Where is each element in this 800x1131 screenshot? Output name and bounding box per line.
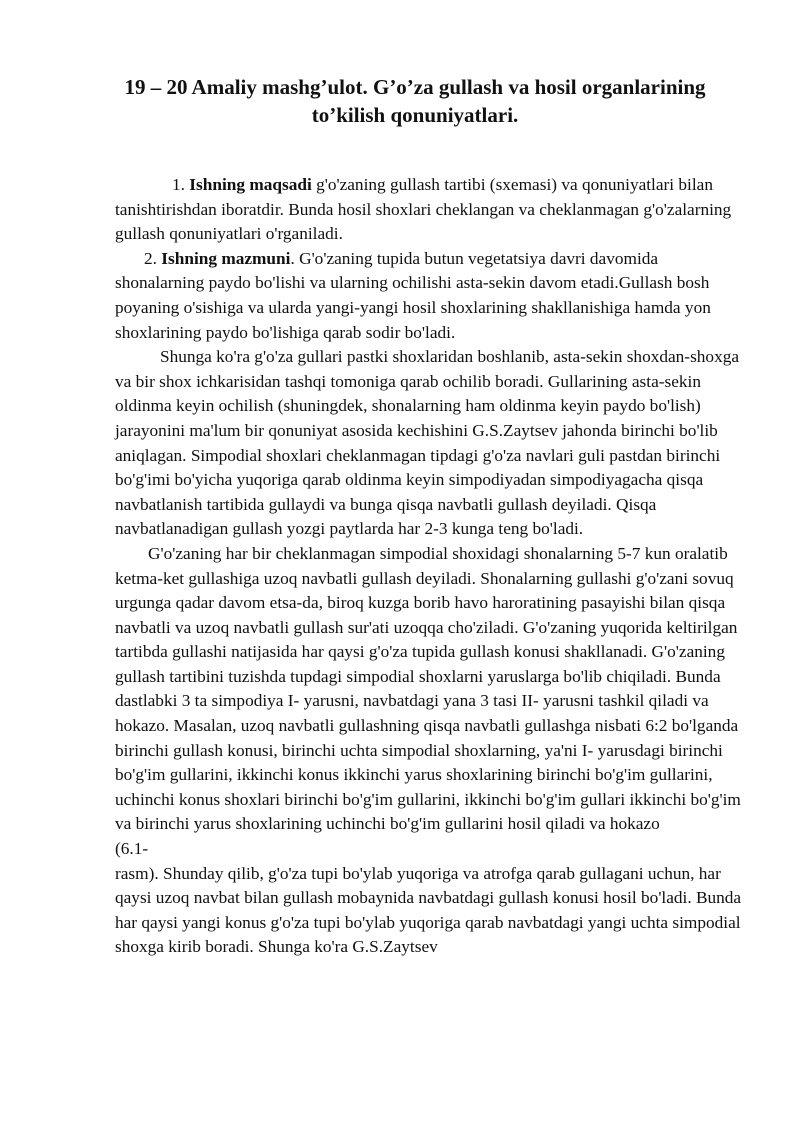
- paragraph-content: [115, 247, 745, 345]
- paragraph-heading-content: Ishning mazmuni: [161, 248, 291, 268]
- paragraph-long-interval-flowering: [115, 542, 745, 960]
- paragraph-text: Shunga ko'ra g'o'za gullari pastki shoxlaridan boshlanib, asta-sekin shoxdan-shoxga va bir shox ichkarisidan tashqi tomoniga qarab ochilib boradi. Gullarining asta-sekin oldinma keyin ochilish (shuningdek, shonalarning ham oldinma keyin paydo bo'lish) jarayonini ma'lum bir qonuniyat asosida kechishini G.S.Zaytsev jahonda birinchi bo'lib aniqlagan. Simpodial shoxlari cheklanmagan tipdagi g'o'za navlari guli pastdan birinchi bo'g'imi bo'yicha yuqoriga qarab oldinma keyin simpodiyadan simpodiyagacha qisqa navbatlanish tartibida gullaydi va bunga qisqa navbatli gullash deyiladi. Qisqa navbatlanadigan gullash yozgi paytlarda har 2-3 kunga teng bo'ladi.: [115, 347, 740, 539]
- document-title: [100, 73, 730, 129]
- paragraph-flowering-order: [115, 345, 745, 542]
- paragraph-heading-purpose: Ishning maqsadi: [189, 175, 312, 194]
- figure-reference: (6.1-: [115, 839, 149, 859]
- paragraph-number: 1.: [172, 175, 190, 194]
- paragraph-text: g'o'zaning gullash tartibi (sxemasi) va qonuniyatlari bilan tanishtirishdan iboratdir. Bunda hosil shoxlari cheklangan va cheklanmagan g'o'zalarning gullash qonuniyatlari o'rganiladi.: [115, 175, 732, 244]
- paragraph-purpose: [115, 173, 745, 247]
- paragraph-text: G'o'zaning har bir cheklanmagan simpodial shoxidagi shonalarning 5-7 kun oralatib ketma-ket gullashiga uzoq navbatli gullash deyiladi. Shonalarning gullashi g'o'zani sovuq urgunga qadar davom etsa-da, biroq kuzga borib havo haroratining pasayishi bilan qisqa navbatli va uzoq navbatli gullash sur'ati uzoqqa cho'ziladi. G'o'zaning yuqorida keltirilgan tartibda gullashi natijasida har qaysi g'o'za tupida gullash konusi shakllanadi. G'o'zaning gullash tartibini tuzishda tupdagi simpodial shoxlarni yaruslarga bo'lib chiqiladi. Bunda dastlabki 3 ta simpodiya I- yarusni, navbatdagi yana 3 tasi II- yarusni tashkil qiladi va hokazo. Masalan, uzoq navbatli gullashning qisqa navbatli gullashga nisbati 6:2 bo'lganda birinchi gullash konusi, birinchi uchta simpodial shoxlarning, ya'ni I- yarusdagi birinchi bo'g'im gullarini, ikkinchi konus ikkinchi yarus shoxlarining birinchi bo'g'im gullarini, uchinchi konus shoxlari birinchi bo'g'im gullarini, ikkinchi bo'g'im gullari ikkinchi bo'g'im va birinchi yarus shoxlarining uchinchi bo'g'im gullarini hosil qiladi va hokazo: [115, 543, 741, 834]
- paragraph-text: . G'o'zaning tupida butun vegetatsiya davri davomida shonalarning paydo bo'lishi va ularning ochilishi asta-sekin davom etadi.Gullash bosh poyaning o'sishiga va ularda yangi-yangi hosil shoxlarining shakllanishiga hamda yon shoxlarining paydo bo'lishiga qarab sodir bo'ladi.: [115, 248, 711, 342]
- paragraph-number: 2.: [144, 248, 162, 268]
- title-line-2: to’kilish qonuniyatlari.: [311, 103, 519, 127]
- title-line-1: 19 – 20 Amaliy mashg’ulot. G’o’za gullash va hosil organlarining: [124, 75, 706, 99]
- paragraph-text-continued: rasm). Shunday qilib, g'o'za tupi bo'ylab yuqoriga va atrofga qarab gullagani uchun, har qaysi uzoq navbat bilan gullash mobaynida navbatdagi gullash konusi hosil bo'ladi. Bunda har qaysi yangi konus g'o'za tupi bo'ylab yuqoriga qarab navbatdagi yangi uchta simpodial shoxga kirib boradi. Shunga ko'ra G.S.Zaytsev: [115, 863, 742, 957]
- document-body: [115, 173, 745, 960]
